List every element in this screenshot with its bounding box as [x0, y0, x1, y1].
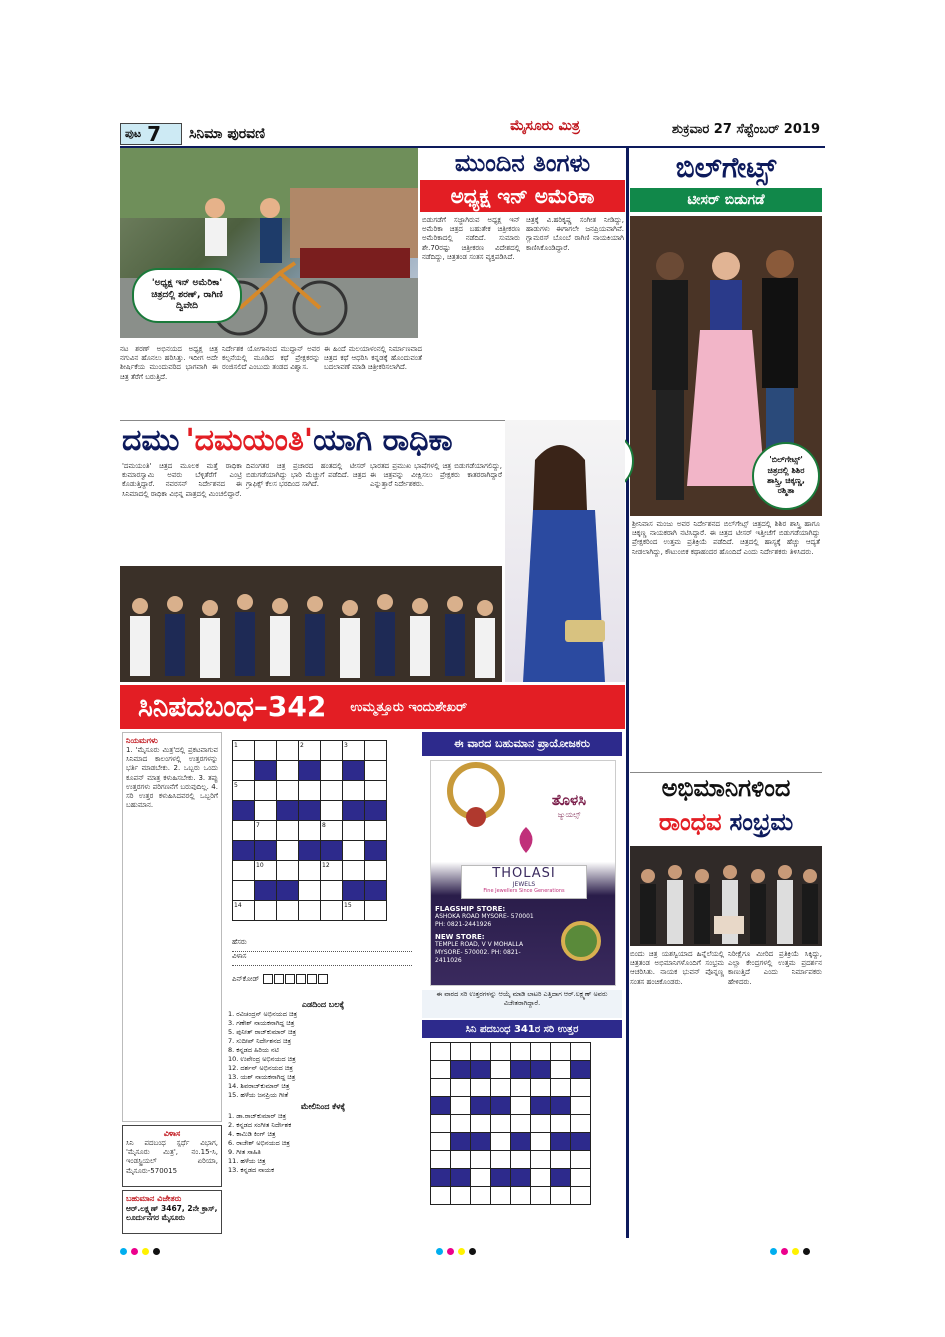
- ad-tagline: Fine Jewellers Since Generations: [483, 888, 565, 894]
- solution-cell: [491, 1187, 511, 1205]
- page-number-badge: [120, 123, 182, 145]
- solution-black-cell: [551, 1133, 571, 1151]
- crossword-table[interactable]: [232, 740, 387, 921]
- solution-cell: [491, 1079, 511, 1097]
- solution-black-cell: [451, 1169, 471, 1187]
- store2-text: TEMPLE ROAD, V V MOHALLA MYSORE- 570002. PH: 0821-2411026: [435, 941, 524, 964]
- solution-cell: [571, 1187, 591, 1205]
- crossword-black-cell: [277, 881, 299, 901]
- solution-cell: [531, 1187, 551, 1205]
- solution-cell: [551, 1043, 571, 1061]
- solution-cell: [571, 1097, 591, 1115]
- crossword-black-cell: [343, 881, 365, 901]
- addr-label: ವಿಳಾಸ: [232, 952, 247, 960]
- crossword-cell[interactable]: 3: [343, 741, 365, 761]
- story4-col1: ಬಿಂದು ಚಿತ್ರ ಯಶಸ್ವಿಯಾದ ಹಿನ್ನೆಲೆಯಲ್ಲಿ ಚಿತ್ರತಂಡ ಅಭಿಮಾನಿಗಳೊಂದಿಗೆ ಸಂಭ್ರಮ ಆಚರಿಸಿತು. ನಾಯಕ ಭುವನ್ ಪೊನ್ನಣ್ಣ ಸಂತಸ ಹಂಚಿಕೊಂಡರು.: [630, 950, 724, 986]
- solution-cell: [471, 1187, 491, 1205]
- solution-black-cell: [571, 1133, 591, 1151]
- crossword-black-cell: [365, 881, 387, 901]
- rules-title: ನಿಯಮಗಳು: [126, 736, 158, 745]
- solution-cell: [571, 1043, 591, 1061]
- crossword-cell[interactable]: [233, 821, 255, 841]
- winner-text: ಆರ್.ಲಕ್ಷ್ಮಣ್ 3467, 2ನೇ ಕ್ರಾಸ್, ಲೂರ್ದುನಗರ ಮೈಸೂರು: [126, 1204, 218, 1222]
- puzzle-title: ಸಿನಿಪದಬಂಧ–342: [138, 690, 327, 723]
- solution-cell: [451, 1097, 471, 1115]
- pin-box[interactable]: [285, 974, 295, 984]
- crossword-cell[interactable]: [255, 781, 277, 801]
- headline-quote: 'ದಮಯಂತಿ': [185, 422, 314, 458]
- pin-box[interactable]: [296, 974, 306, 984]
- solution-cell: [471, 1115, 491, 1133]
- solution-cell: [451, 1115, 471, 1133]
- crossword-cell[interactable]: [233, 761, 255, 781]
- solution-black-cell: [531, 1061, 551, 1079]
- crossword-black-cell: [343, 801, 365, 821]
- crossword-black-cell: [299, 801, 321, 821]
- solution-cell: [491, 1043, 511, 1061]
- solution-black-cell: [571, 1061, 591, 1079]
- section-title: ಸಿನಿಮಾ ಪುರವಣಿ: [189, 126, 266, 142]
- story3-headline: ಬಿಲ್‌ಗೇಟ್ಸ್: [675, 151, 777, 184]
- crossword-cell[interactable]: [343, 861, 365, 881]
- clue-item: 9. ಗೀತ ಸಾಹಿತಿ: [228, 1148, 261, 1156]
- story2-col3: ಭಾರತದ ಪ್ರಮುಖ ಭಾಷೆಗಳಲ್ಲಿ ಚಿತ್ರ ಬಿಡುಗಡೆಯಾಗಲಿದ್ದು, ಈ ಚಿತ್ರವನ್ನು ವೀಕ್ಷಿಸಲು ಪ್ರೇಕ್ಷಕರು ಕಾತರರಾಗಿದ್ದಾರೆ ಎನ್ನುತ್ತಾರೆ ನಿರ್ದೇಶಕರು.: [370, 462, 502, 489]
- crossword-cell[interactable]: 2: [299, 741, 321, 761]
- group-illustration: [120, 566, 502, 682]
- crossword-cell[interactable]: [321, 781, 343, 801]
- solution-cell: [551, 1079, 571, 1097]
- crossword-cell[interactable]: [343, 781, 365, 801]
- solution-cell: [551, 1187, 571, 1205]
- ad-brand-kn: ತೊಳಸಿ: [551, 791, 587, 809]
- story4-col2: ನಿರೀಕ್ಷೆಗೂ ಮೀರಿದ ಪ್ರತಿಕ್ರಿಯೆ ಸಿಕ್ಕಿದ್ದು, ಎಲ್ಲಾ ಕೇಂದ್ರಗಳಲ್ಲಿ ಉತ್ತಮ ಪ್ರದರ್ಶನ ಕಾಣುತ್ತಿದೆ ಎಂದು ನಿರ್ಮಾಪಕರು ಹೇಳಿದರು.: [728, 950, 822, 986]
- solution-cell: [511, 1115, 531, 1133]
- story1-col2: ಚಿತ್ರಕ್ಕೆ ವಿ.ಹರಿಕೃಷ್ಣ ಸಂಗೀತ ನೀಡಿದ್ದು, ಹಾಡುಗಳು ಈಗಾಗಲೇ ಜನಪ್ರಿಯವಾಗಿವೆ. ಗ್ಲಾಮರಸ್ ಬೊಂಬೆ ರಾಗಿಣಿ ನಾಯಕಿಯಾಗಿ ಕಾಣಿಸಿಕೊಂಡಿದ್ದಾರೆ.: [526, 216, 624, 252]
- solution-cell: [571, 1151, 591, 1169]
- story4-headline-top: ಅಭಿಮಾನಿಗಳಿಂದ: [661, 774, 791, 802]
- crossword-cell[interactable]: 1: [233, 741, 255, 761]
- solution-cell: [431, 1187, 451, 1205]
- crossword-black-cell: [233, 841, 255, 861]
- solution-cell: [471, 1169, 491, 1187]
- crossword-cell[interactable]: [255, 801, 277, 821]
- crossword-cell[interactable]: [365, 901, 387, 921]
- across-clues: [228, 1010, 418, 1100]
- clue-item: 14. ಶಿವರಾಜ್‌ಕುಮಾರ್ ಚಿತ್ರ: [228, 1082, 290, 1090]
- solution-black-cell: [531, 1097, 551, 1115]
- headline-red: ರಾಂಧವ: [658, 808, 722, 836]
- radhika-illustration: [505, 420, 625, 682]
- crossword-cell[interactable]: [277, 821, 299, 841]
- puzzle-header: [120, 685, 625, 729]
- masthead: ಮೈಸೂರು ಮಿತ್ರ: [510, 118, 580, 134]
- damayanthi-event-photo: [120, 566, 502, 682]
- story4-headline: [630, 808, 822, 844]
- clue-item: 11. ಹಳೆಯ ಚಿತ್ರ: [228, 1157, 266, 1165]
- solution-black-cell: [431, 1097, 451, 1115]
- solution-cell: [511, 1187, 531, 1205]
- crossword-cell[interactable]: [321, 901, 343, 921]
- column-divider: [626, 148, 629, 1238]
- story3-body: ಶ್ರೀನಿವಾಸ ಮಂಜು ಅವರ ನಿರ್ದೇಶನದ ಬಿಲ್‌ಗೇಟ್ಸ್ ಚಿತ್ರದಲ್ಲಿ ಶಿಶಿರ ಶಾಸ್ತ್ರಿ ಹಾಗೂ ಚಿಕ್ಕಣ್ಣ ನಾಯಕರಾಗಿ ನಟಿಸಿದ್ದಾರೆ. ಈ ಚಿತ್ರದ ಟೀಸರ್ ಇತ್ತೀಚೆಗೆ ಬಿಡುಗಡೆಯಾಗಿದ್ದು ಪ್ರೇಕ್ಷಕರಿಂದ ಉತ್ತಮ ಪ್ರತಿಕ್ರಿಯೆ ಪಡೆದಿದೆ. ಚಿತ್ರದಲ್ಲಿ ಹಾಸ್ಯಕ್ಕೆ ಹೆಚ್ಚು ಆದ್ಯತೆ ನೀಡಲಾಗಿದ್ದು, ಕೌಟುಂಬಿಕ ಕಥಾಹಂದರ ಹೊಂದಿದೆ ಎಂದು ನಿರ್ದೇಶಕರು ತಿಳಿಸಿದರು.: [632, 520, 820, 556]
- solution-cell: [451, 1043, 471, 1061]
- solution-black-cell: [491, 1169, 511, 1187]
- clue-item: 5. ಪುನೀತ್ ರಾಜ್‌ಕುಮಾರ್ ಚಿತ್ರ: [228, 1028, 297, 1036]
- solution-title: ಸಿನಿ ಪದಬಂಧ 341ರ ಸರಿ ಉತ್ತರ: [422, 1020, 622, 1038]
- page-label: ಪುಟ: [125, 127, 142, 140]
- crossword-cell[interactable]: [343, 841, 365, 861]
- solution-black-cell: [471, 1097, 491, 1115]
- crossword-cell[interactable]: [365, 761, 387, 781]
- solution-cell: [531, 1133, 551, 1151]
- coupon-form: [232, 938, 412, 998]
- story2-col1: 'ದಮಯಂತಿ' ಚಿತ್ರದ ಮೂಲಕ ಮತ್ತೆ ರಾಧಿಕಾ ಕುಮಾರಸ್ವಾಮಿ ಅವರು ಬೆಳ್ಳಿತೆರೆಗೆ ಎಂಟ್ರಿ ಕೊಡುತ್ತಿದ್ದಾರೆ. ನವರಸನ್ ನಿರ್ದೇಶನದ ಈ ಸಿನಿಮಾದಲ್ಲಿ ರಾಧಿಕಾ ವಿಭಿನ್ನ ಪಾತ್ರದಲ್ಲಿ ಮಿಂಚಲಿದ್ದಾರೆ.: [122, 462, 242, 498]
- clue-item: 10. ಉಪೇಂದ್ರ ಅಭಿನಯದ ಚಿತ್ರ: [228, 1055, 296, 1063]
- ad-brand-en-sub: JEWELS: [512, 881, 536, 888]
- solution-black-cell: [491, 1097, 511, 1115]
- sponsor-note: ಈ ವಾರದ ಸರಿ ಉತ್ತರಗಳನ್ನು ಆಯ್ಕೆ ಮಾಡಿ ಲಾಟರಿ ಎತ್ತಿದಾಗ ಆರ್.ಲಕ್ಷ್ಮಣ್ ಅವರು ವಿಜೇತರಾಗಿದ್ದಾರೆ.: [422, 990, 622, 1018]
- crossword-cell[interactable]: [277, 861, 299, 881]
- story1-lower1: ನಟ ಶರಣ್ ಅಭಿನಯದ ಅಧ್ಯಕ್ಷ ಚಿತ್ರ ನಗುವಿನ ಹೊನಲು ಹರಿಸಿತ್ತು. ಇದೀಗ ಅದೇ ಶೀರ್ಷಿಕೆಯ ಮುಂದುವರಿದ ಭಾಗವಾಗಿ ಈ ಚಿತ್ರ ತೆರೆಗೆ ಬರುತ್ತಿದೆ.: [120, 345, 218, 381]
- clue-item: 12. ದರ್ಶನ್ ಅಭಿನಯದ ಚಿತ್ರ: [228, 1064, 293, 1072]
- solution-cell: [491, 1061, 511, 1079]
- winner-title: ಬಹುಮಾನ ವಿಜೇತರು: [126, 1194, 182, 1203]
- crossword-black-cell: [299, 761, 321, 781]
- story1-kicker: ಮುಂದಿನ ತಿಂಗಳು: [454, 149, 591, 177]
- down-clues: [228, 1112, 418, 1175]
- crossword-cell[interactable]: [365, 821, 387, 841]
- headline-part1: ದಮು: [122, 422, 180, 458]
- solution-black-cell: [451, 1133, 471, 1151]
- crossword-black-cell: [277, 801, 299, 821]
- crossword-cell[interactable]: [299, 861, 321, 881]
- solution-cell: [451, 1151, 471, 1169]
- crossword-cell[interactable]: [365, 861, 387, 881]
- crossword-cell[interactable]: [321, 761, 343, 781]
- solution-black-cell: [551, 1169, 571, 1187]
- solution-cell: [431, 1061, 451, 1079]
- solution-table: [430, 1042, 591, 1205]
- puzzle-rules-box: [122, 732, 222, 1122]
- solution-cell: [531, 1115, 551, 1133]
- crossword-grid[interactable]: [232, 740, 412, 936]
- crossword-cell[interactable]: [321, 801, 343, 821]
- solution-cell: [571, 1115, 591, 1133]
- crossword-cell[interactable]: 14: [233, 901, 255, 921]
- crossword-cell[interactable]: 7: [255, 821, 277, 841]
- photo-caption-bubble: 'ಅಧ್ಯಕ್ಷ ಇನ್ ಅಮೆರಿಕಾ' ಚಿತ್ರದಲ್ಲಿ ಶರಣ್, ರಾಗಿಣಿ ದ್ವಿವೇದಿ: [132, 268, 242, 323]
- crossword-cell[interactable]: [277, 841, 299, 861]
- winner-box: [122, 1190, 222, 1234]
- solution-black-cell: [471, 1133, 491, 1151]
- registration-dots-left: [120, 1240, 240, 1250]
- solution-grid: [430, 1042, 616, 1230]
- registration-dots-center: [436, 1240, 556, 1250]
- pin-box[interactable]: [318, 974, 328, 984]
- solution-cell: [571, 1169, 591, 1187]
- crossword-cell[interactable]: 15: [343, 901, 365, 921]
- crossword-cell[interactable]: [365, 781, 387, 801]
- story1-lower2: ನಿರ್ದೇಶಕ ಯೋಗಾನಂದ ಮುದ್ದಾನ್ ಅವರ ಕಲ್ಪನೆಯಲ್ಲಿ ಮೂಡಿದ ಕಥೆ ಪ್ರೇಕ್ಷಕರನ್ನು ರಂಜಿಸಲಿದೆ ಎಂಬುದು ತಂಡದ ವಿಶ್ವಾಸ.: [222, 345, 320, 372]
- store1-text: ASHOKA ROAD MYSORE- 570001 PH: 0821-2441926: [435, 913, 534, 928]
- crossword-black-cell: [321, 841, 343, 861]
- headline-part2: ಯಾಗಿ ರಾಧಿಕಾ: [313, 422, 453, 458]
- address-text: ಸಿನಿ ಪದಬಂಧ ಸ್ಪರ್ಧೆ ವಿಭಾಗ, 'ಮೈಸೂರು ಮಿತ್ರ', ನಂ.15-ಸಿ, ಇಂಡಸ್ಟ್ರಿಯಲ್ ಏರಿಯಾ, ಮೈಸೂರು-570015: [126, 1139, 218, 1175]
- puzzle-author: ಉಮ್ಮತ್ತೂರು ಇಂದುಶೇಖರ್: [350, 699, 468, 715]
- solution-cell: [471, 1043, 491, 1061]
- solution-cell: [571, 1079, 591, 1097]
- crossword-black-cell: [365, 841, 387, 861]
- solution-cell: [431, 1079, 451, 1097]
- crossword-black-cell: [255, 841, 277, 861]
- solution-cell: [471, 1079, 491, 1097]
- solution-cell: [531, 1079, 551, 1097]
- crossword-cell[interactable]: [321, 881, 343, 901]
- sponsor-banner: ಈ ವಾರದ ಬಹುಮಾನ ಪ್ರಾಯೋಜಕರು: [422, 732, 622, 756]
- clue-item: 7. ಸುದೀಪ್ ನಿರ್ದೇಶನದ ಚಿತ್ರ: [228, 1037, 292, 1045]
- clues: [228, 1000, 418, 1230]
- store1-title: FLAGSHIP STORE:: [435, 905, 506, 913]
- address-title: ವಿಳಾಸ: [163, 1129, 181, 1138]
- ad-brand-box: [461, 865, 587, 899]
- pendant-icon: [551, 911, 611, 971]
- solution-cell: [551, 1061, 571, 1079]
- randhawa-celebration-photo: [630, 846, 822, 946]
- down-title: ಮೇಲಿನಿಂದ ಕೆಳಕ್ಕೆ: [300, 1102, 346, 1111]
- crossword-cell[interactable]: [321, 741, 343, 761]
- registration-dots-right: [770, 1240, 850, 1250]
- divider: [630, 772, 822, 773]
- solution-cell: [451, 1187, 471, 1205]
- solution-cell: [431, 1151, 451, 1169]
- radhika-photo: [505, 420, 625, 682]
- store2-title: NEW STORE:: [435, 933, 485, 941]
- solution-cell: [491, 1115, 511, 1133]
- name-label: ಹೆಸರು: [232, 938, 247, 946]
- dateline: ಶುಕ್ರವಾರ 27 ಸೆಪ್ಟೆಂಬರ್ 2019: [671, 122, 820, 137]
- crossword-cell[interactable]: 12: [321, 861, 343, 881]
- solution-black-cell: [511, 1169, 531, 1187]
- story3-bubble: 'ಬಿಲ್‌ಗೇಟ್ಸ್' ಚಿತ್ರದಲ್ಲಿ ಶಿಶಿರ ಶಾಸ್ತ್ರಿ, ಚಿಕ್ಕಣ್ಣ, ರಶ್ಮಿತಾ: [752, 442, 820, 510]
- clue-item: 4. ಕಾಮಿಡಿ ಕಿಂಗ್ ಚಿತ್ರ: [228, 1130, 276, 1138]
- solution-black-cell: [471, 1061, 491, 1079]
- clue-item: 1. ಡಾ.ರಾಜ್‌ಕುಮಾರ್ ಚಿತ್ರ: [228, 1112, 287, 1120]
- crossword-cell[interactable]: [299, 781, 321, 801]
- crossword-cell[interactable]: [277, 761, 299, 781]
- crossword-cell[interactable]: [299, 821, 321, 841]
- story2-headline: [122, 420, 512, 460]
- solution-black-cell: [451, 1061, 471, 1079]
- crossword-cell[interactable]: 10: [255, 861, 277, 881]
- crossword-cell[interactable]: [277, 741, 299, 761]
- clue-item: 2. ಕನ್ನಡದ ಸಂಗೀತ ನಿರ್ದೇಶಕ: [228, 1121, 292, 1129]
- solution-cell: [531, 1043, 551, 1061]
- crossword-black-cell: [255, 881, 277, 901]
- story1-lower3: ಈ ಹಿಂದೆ ಮಲಯಾಳಂನಲ್ಲಿ ನಿರ್ಮಾಣವಾದ ಚಿತ್ರದ ಕಥೆ ಆಧರಿಸಿ ಕನ್ನಡಕ್ಕೆ ಹೊಂದುವಂತೆ ಬದಲಾವಣೆ ಮಾಡಿ ಚಿತ್ರೀಕರಿಸಲಾಗಿದೆ.: [324, 345, 422, 372]
- crossword-cell[interactable]: [233, 881, 255, 901]
- solution-black-cell: [551, 1097, 571, 1115]
- clue-item: 8. ಕನ್ನಡದ ಹಿರಿಯ ನಟಿ: [228, 1046, 279, 1054]
- clue-item: 3. ಗಣೇಶ್ ನಾಯಕನಾಗಿದ್ದ ಚಿತ್ರ: [228, 1019, 295, 1027]
- address-box: [122, 1125, 222, 1187]
- crossword-black-cell: [233, 801, 255, 821]
- headline-blue: ಸಂಭ್ರಮ: [729, 808, 794, 836]
- ad-brand-kn-sub: ಜ್ಯುಯಲ್ಸ್: [557, 811, 581, 819]
- crossword-cell[interactable]: [365, 741, 387, 761]
- crossword-cell[interactable]: 5: [233, 781, 255, 801]
- solution-cell: [451, 1079, 471, 1097]
- story1-col1: ಬಿಡುಗಡೆಗೆ ಸಜ್ಜಾಗಿರುವ ಅಧ್ಯಕ್ಷ ಇನ್ ಅಮೆರಿಕಾ ಚಿತ್ರದ ಬಹುತೇಕ ಚಿತ್ರೀಕರಣ ಅಮೆರಿಕಾದಲ್ಲಿ ನಡೆದಿದೆ. ಸುಮಾರು ಶೇ.70ರಷ್ಟು ಚಿತ್ರೀಕರಣ ವಿದೇಶದಲ್ಲಿ ನಡೆದಿದ್ದು, ಚಿತ್ರತಂಡ ಸಂತಸ ವ್ಯಕ್ತಪಡಿಸಿದೆ.: [422, 216, 520, 261]
- crossword-cell[interactable]: [277, 781, 299, 801]
- solution-cell: [491, 1133, 511, 1151]
- solution-black-cell: [431, 1169, 451, 1187]
- solution-cell: [531, 1169, 551, 1187]
- solution-cell: [491, 1151, 511, 1169]
- clue-item: 15. ಹಳೆಯ ಜನಪ್ರಿಯ ಗೀತೆ: [228, 1091, 289, 1099]
- solution-cell: [531, 1151, 551, 1169]
- crossword-black-cell: [255, 761, 277, 781]
- across-title: ಎಡದಿಂದ ಬಲಕ್ಕೆ: [301, 1000, 345, 1009]
- page-number: 7: [147, 122, 162, 146]
- solution-cell: [431, 1115, 451, 1133]
- crossword-black-cell: [365, 801, 387, 821]
- crossword-cell[interactable]: [255, 741, 277, 761]
- clue-item: 6. ರಾಜೇಶ್ ಅಭಿನಯದ ಚಿತ್ರ: [228, 1139, 290, 1147]
- crossword-cell[interactable]: [233, 861, 255, 881]
- crossword-cell[interactable]: 8: [321, 821, 343, 841]
- peacock-logo-icon: [511, 825, 541, 855]
- crossword-black-cell: [299, 841, 321, 861]
- story1-headline: ಅಧ್ಯಕ್ಷ ಇನ್ ಅಮೆರಿಕಾ: [420, 180, 625, 212]
- solution-cell: [511, 1097, 531, 1115]
- pin-box[interactable]: [274, 974, 284, 984]
- crossword-cell[interactable]: [277, 901, 299, 921]
- solution-cell: [551, 1115, 571, 1133]
- tholasi-ad[interactable]: [430, 760, 616, 986]
- solution-black-cell: [511, 1133, 531, 1151]
- crossword-black-cell: [343, 761, 365, 781]
- solution-cell: [511, 1043, 531, 1061]
- clue-item: 13. ಕನ್ನಡದ ನಾಯಕ: [228, 1166, 275, 1174]
- ad-stores: [435, 905, 545, 965]
- ad-brand-en: THOLASI: [492, 866, 556, 881]
- solution-cell: [511, 1151, 531, 1169]
- solution-cell: [471, 1151, 491, 1169]
- story2-col2: ದಿವಂಗತರ ಚಿತ್ರ ಪ್ರಚಾರದ ಹಂತದಲ್ಲಿ ಟೀಸರ್ ಬಿಡುಗಡೆಯಾಗಿದ್ದು ಭಾರಿ ಮೆಚ್ಚುಗೆ ಪಡೆದಿದೆ. ಚಿತ್ರದ ಗ್ರಾಫಿಕ್ಸ್ ಕೆಲಸ ಭರದಿಂದ ಸಾಗಿದೆ.: [246, 462, 366, 489]
- necklace-icon: [431, 761, 521, 837]
- story3-subhead: ಟೀಸರ್ ಬಿಡುಗಡೆ: [630, 188, 822, 212]
- clue-item: 13. ಯಶ್ ನಾಯಕನಾಗಿದ್ದ ಚಿತ್ರ: [228, 1073, 296, 1081]
- solution-black-cell: [511, 1061, 531, 1079]
- solution-cell: [431, 1043, 451, 1061]
- rules-text: 1. 'ಮೈಸೂರು ಮಿತ್ರ'ದಲ್ಲಿ ಪ್ರಕಟವಾಗುವ ಸಿನಿಮಾದ ಕಾಲಂಗಳಲ್ಲಿ ಉತ್ತರಗಳನ್ನು ಭರ್ತಿ ಮಾಡಬೇಕು. 2. ಒಬ್ಬರು ಒಂದು ಕೂಪನ್ ಮಾತ್ರ ಕಳುಹಿಸಬೇಕು. 3. ತಪ್ಪು ಉತ್ತರಗಳು ಪರಿಗಣನೆಗೆ ಬರುವುದಿಲ್ಲ. 4. ಸರಿ ಉತ್ತರ ಕಳುಹಿಸಿದವರಲ್ಲಿ ಒಬ್ಬರಿಗೆ ಬಹುಮಾನ.: [126, 746, 218, 810]
- pin-box[interactable]: [263, 974, 273, 984]
- pin-box[interactable]: [307, 974, 317, 984]
- celebration-illustration: [630, 846, 822, 946]
- solution-cell: [431, 1133, 451, 1151]
- name-line[interactable]: [232, 938, 412, 952]
- crossword-cell[interactable]: [255, 901, 277, 921]
- solution-cell: [551, 1151, 571, 1169]
- pin-label: ಪಿನ್‌ಕೋಡ್: [232, 974, 260, 983]
- address-line[interactable]: [232, 952, 412, 966]
- solution-cell: [511, 1079, 531, 1097]
- crossword-cell[interactable]: [343, 821, 365, 841]
- crossword-cell[interactable]: [299, 901, 321, 921]
- crossword-cell[interactable]: [299, 881, 321, 901]
- clue-item: 1. ರವಿಚಂದ್ರನ್ ಅಭಿನಯದ ಚಿತ್ರ: [228, 1010, 298, 1018]
